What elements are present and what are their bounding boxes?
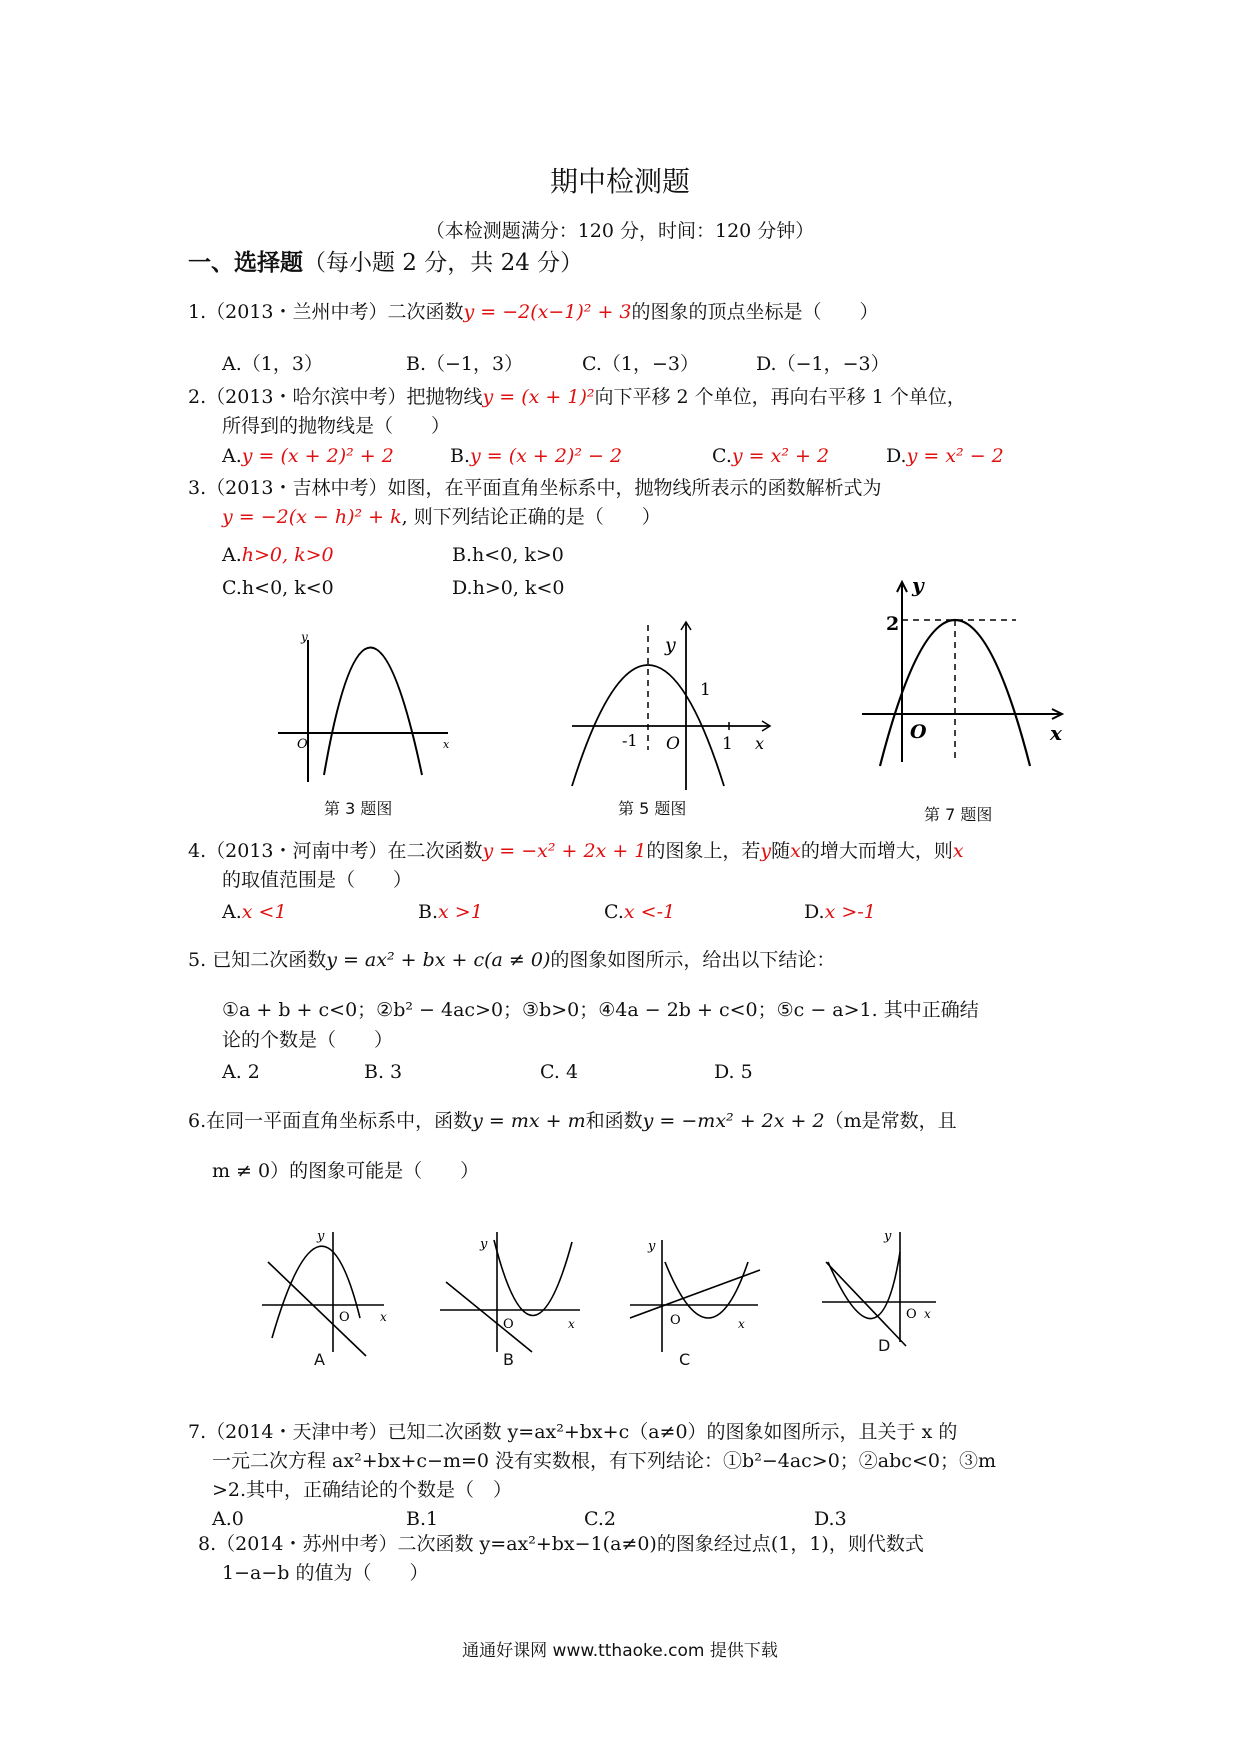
q6c-line	[630, 1270, 760, 1318]
section-note: （每小题 2 分，共 24 分）	[303, 250, 584, 276]
q6d-line	[826, 1262, 906, 1346]
q5-option-a: A. 2	[222, 1061, 260, 1083]
q4-option-letter: A.	[222, 901, 242, 923]
page-subtitle: （本检测题满分：120 分，时间：120 分钟）	[425, 220, 815, 242]
q1-formula: y = −2(x−1)² + 3	[463, 301, 632, 323]
q6-tail: （m是常数，且	[824, 1110, 957, 1132]
fig5-caption: 第 5 题图	[618, 799, 687, 818]
q2-lead: （2013・哈尔滨中考）把抛物线	[206, 386, 483, 408]
q6-label-c: C	[679, 1350, 691, 1369]
q7-line2: 一元二次方程 ax²+bx+c−m=0 没有实数根，有下列结论：①b²−4ac>0；②abc<0；③m	[212, 1450, 996, 1472]
q6d-x-label: x	[924, 1307, 931, 1321]
q6-number: 6.	[188, 1110, 207, 1132]
q7-text-1: （2014・天津中考）已知二次函数 y=ax²+bx+c（a≠0）的图象如图所示，且关于 x 的	[206, 1421, 958, 1443]
q4-option-d	[804, 898, 876, 926]
fig7-y-label: y	[912, 573, 924, 597]
q3-lead: （2013・吉林中考）如图，在平面直角坐标系中，抛物线所表示的函数解析式为	[206, 477, 882, 499]
q1-lead: （2013・兰州中考）二次函数	[206, 301, 464, 323]
q6c-origin-label: O	[670, 1313, 681, 1328]
q6-graph-c	[630, 1239, 760, 1352]
q6-label-d: D	[878, 1336, 891, 1355]
q4-option-b	[418, 898, 483, 926]
q7-line3: >2.其中，正确结论的个数是（ ）	[212, 1479, 513, 1501]
q4-lead: （2013・河南中考）在二次函数	[206, 840, 483, 862]
q8-text-1: （2014・苏州中考）二次函数 y=ax²+bx−1(a≠0)的图象经过点(1，1)，则代数式	[216, 1533, 924, 1555]
q3-option-expr: h>0, k<0	[472, 577, 565, 599]
page-title: 期中检测题	[549, 165, 690, 198]
q4-stem	[188, 837, 964, 865]
q1-option-a: A.（1，3）	[222, 353, 323, 375]
q2-option-expr: y = x² − 2	[906, 445, 1004, 467]
fig5-neg1-label: -1	[622, 731, 638, 750]
q6-line2: m ≠ 0）的图象可能是（ ）	[212, 1160, 480, 1182]
q2-option-letter: A.	[222, 445, 242, 467]
q2-option-expr: y = (x + 2)² + 2	[241, 445, 394, 467]
q6-graph-a	[262, 1229, 387, 1356]
q6d-y-label: y	[884, 1229, 892, 1244]
figure-7	[862, 573, 1063, 766]
q6b-x-label: x	[568, 1317, 575, 1331]
q6-function-1: y = mx + m	[472, 1110, 586, 1132]
q5-number: 5.	[188, 949, 207, 971]
q6a-origin-label: O	[339, 1310, 350, 1325]
q4-var-y: y	[760, 840, 772, 862]
q4-mid2: 随	[771, 840, 791, 862]
q4-formula: y = −x² + 2x + 1	[482, 840, 647, 862]
footer-credit: 通通好课网 www.tthaoke.com 提供下载	[462, 1641, 778, 1661]
q4-mid3: 的增大而增大，则	[800, 840, 953, 862]
q2-option-letter: C.	[712, 445, 732, 467]
q4-option-letter: D.	[804, 901, 825, 923]
q5-formula: y = ax² + bx + c(a ≠ 0)	[326, 949, 551, 971]
q3-tail: , 则下列结论正确的是（ ）	[401, 506, 661, 528]
q4-line2: 的取值范围是（ ）	[222, 869, 413, 891]
q6b-origin-label: O	[503, 1317, 514, 1332]
q1-option-c: C.（1，−3）	[582, 353, 699, 375]
q4-var-x2: x	[952, 840, 964, 862]
fig5-y-label: y	[665, 634, 676, 656]
q6-function-2: y = −mx² + 2x + 2	[642, 1110, 825, 1132]
fig7-two-label: 2	[886, 613, 900, 635]
fig7-caption: 第 7 题图	[924, 805, 993, 824]
q6b-y-label: y	[480, 1237, 488, 1252]
q6b-line	[446, 1282, 532, 1352]
q6-graph-d	[822, 1229, 936, 1346]
fig5-origin-label: O	[666, 734, 680, 754]
fig5-x-one-label: 1	[722, 734, 733, 754]
q6d-origin-label: O	[906, 1307, 917, 1322]
q3-option-letter: D.	[452, 577, 473, 599]
fig3-y-label: y	[301, 630, 308, 644]
q6-label-b: B	[503, 1350, 514, 1369]
q4-option-letter: C.	[604, 901, 624, 923]
q4-option-letter: B.	[418, 901, 439, 923]
q4-option-c	[604, 898, 675, 926]
fig3-origin-label: O	[297, 737, 308, 752]
fig3-caption: 第 3 题图	[324, 799, 393, 818]
q7-option-d: D.3	[814, 1508, 847, 1530]
q3-option-letter: C.	[222, 577, 242, 599]
figure-3	[278, 630, 450, 782]
q7-option-b: B.1	[406, 1508, 439, 1530]
q3-formula: y = −2(x − h)² + k	[222, 506, 402, 528]
q6-graph-b	[440, 1232, 580, 1352]
q6a-y-label: y	[317, 1229, 325, 1244]
q5-option-b: B. 3	[364, 1061, 403, 1083]
section-title: 一、选择题	[188, 250, 303, 276]
q3-number: 3.	[188, 477, 207, 499]
q7-option-a: A.0	[212, 1508, 244, 1530]
fig7-origin-label: O	[910, 721, 927, 743]
q1-option-d: D.（−1，−3）	[756, 353, 890, 375]
q5-line3: 论的个数是（ ）	[222, 1029, 394, 1051]
q8-line1	[198, 1530, 924, 1558]
q5-option-c: C. 4	[540, 1061, 579, 1083]
q5-stem	[188, 946, 835, 974]
q6a-line	[268, 1262, 366, 1356]
q5-line2: ①a + b + c<0；②b² − 4ac>0；③b>0；④4a − 2b + c<0；⑤c − a>1. 其中正确结	[222, 999, 979, 1021]
figure-5	[572, 622, 770, 790]
q5-option-d: D. 5	[714, 1061, 753, 1083]
fig3-parabola	[324, 648, 422, 776]
q1-tail: 的图象的顶点坐标是（ ）	[631, 301, 879, 323]
q8-number: 8.	[198, 1533, 217, 1555]
q3-option-expr: h<0, k>0	[472, 544, 564, 566]
q7-option-c: C.2	[584, 1508, 616, 1530]
fig5-y-one-label: 1	[700, 680, 711, 700]
fig7-x-label: x	[1050, 721, 1062, 745]
q7-number: 7.	[188, 1421, 207, 1443]
q4-option-expr: x >-1	[824, 901, 876, 923]
q2-option-letter: B.	[450, 445, 471, 467]
q2-option-expr: y = x² + 2	[731, 445, 830, 467]
q6b-parabola	[494, 1240, 572, 1316]
q2-formula: y = (x + 1)²	[482, 386, 595, 408]
q5-tail: 的图象如图所示，给出以下结论：	[550, 949, 836, 971]
q5-lead: 已知二次函数	[212, 949, 327, 971]
q6-lead: 在同一平面直角坐标系中，函数	[206, 1110, 473, 1132]
q3-option-letter: B.	[452, 544, 473, 566]
q6-label-a: A	[314, 1350, 325, 1369]
fig5-x-label: x	[755, 734, 765, 753]
q2-line2: 所得到的抛物线是（ ）	[222, 415, 451, 437]
q2-option-expr: y = (x + 2)² − 2	[470, 445, 623, 467]
q4-option-expr: x >1	[438, 901, 483, 923]
fig3-x-label: x	[443, 738, 450, 751]
q2-option-letter: D.	[886, 445, 907, 467]
q4-option-expr: x <1	[241, 901, 287, 923]
q4-mid1: 的图象上，若	[646, 840, 761, 862]
q6-mid: 和函数	[585, 1110, 643, 1132]
q3-option-letter: A.	[222, 544, 242, 566]
q6d-parabola	[828, 1252, 900, 1319]
q4-number: 4.	[188, 840, 207, 862]
q2-tail: 向下平移 2 个单位，再向右平移 1 个单位，	[594, 386, 966, 408]
q1-option-b: B.（−1，3）	[406, 353, 524, 375]
q2-number: 2.	[188, 386, 207, 408]
q7-line1	[188, 1418, 957, 1446]
q4-option-a	[222, 898, 287, 926]
q6c-y-label: y	[648, 1239, 656, 1254]
q4-option-expr: x <-1	[623, 901, 676, 923]
q3-option-expr: h>0, k>0	[241, 544, 334, 566]
q4-var-x: x	[790, 840, 801, 862]
q8-line2: 1−a−b 的值为（ ）	[222, 1562, 429, 1584]
q1-number: 1.	[188, 301, 207, 323]
q6c-x-label: x	[738, 1317, 745, 1331]
q6-stem	[188, 1107, 957, 1135]
q3-option-expr: h<0, k<0	[241, 577, 334, 599]
q6a-x-label: x	[380, 1310, 387, 1324]
